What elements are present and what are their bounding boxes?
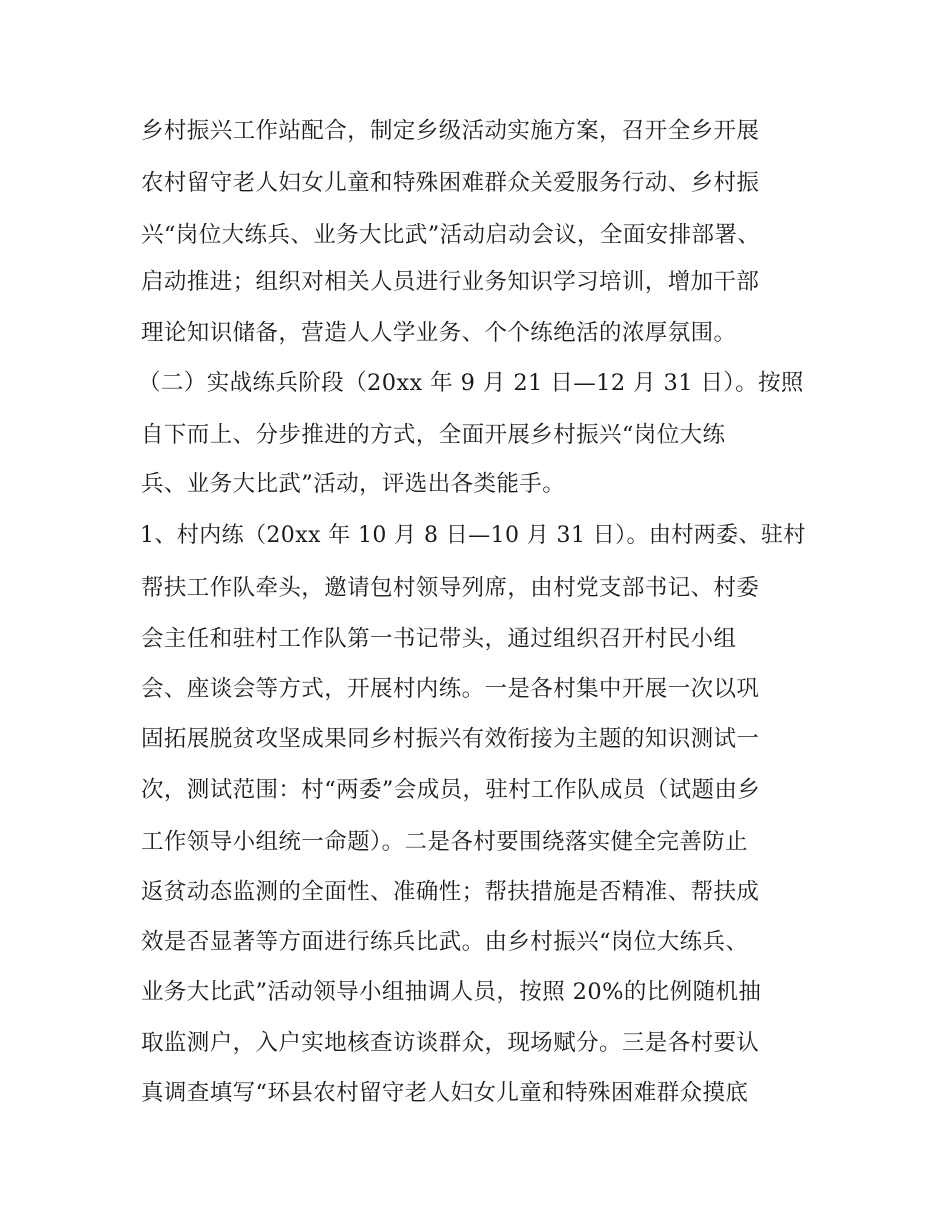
text-line: 固拓展脱贫攻坚成果同乡村振兴有效衔接为主题的知识测试一 xyxy=(141,726,760,752)
text-line: 理论知识储备，营造人人学业务、个个练绝活的浓厚氛围。 xyxy=(141,320,737,346)
subsection-heading: 1、村内练（20xx 年 10 月 8 日—10 月 31 日）。由村两委、驻村 xyxy=(140,523,806,548)
text-line: 真调查填写“环县农村留守老人妇女儿童和特殊困难群众摸底 xyxy=(141,1080,749,1106)
text-line: 次，测试范围：村“两委”会成员，驻村工作队成员（试题由乡 xyxy=(141,777,761,803)
text-line: 启动推进；组织对相关人员进行业务知识学习培训，增加干部 xyxy=(141,269,760,295)
text-line: 会、座谈会等方式，开展村内练。一是各村集中开展一次以巩 xyxy=(141,676,760,702)
text-line: 取监测户，入户实地核查访谈群众，现场赋分。三是各村要认 xyxy=(141,1030,760,1056)
text-line: 乡村振兴工作站配合，制定乡级活动实施方案，召开全乡开展 xyxy=(141,118,760,144)
text-line: 效是否显著等方面进行练兵比武。由乡村振兴“岗位大练兵、 xyxy=(141,929,749,955)
text-line: 农村留守老人妇女儿童和特殊困难群众关爱服务行动、乡村振 xyxy=(141,170,760,196)
text-line: 会主任和驻村工作队第一书记带头，通过组织召开村民小组 xyxy=(141,626,737,652)
text-line: 工作领导小组统一命题）。二是各村要围绕落实健全完善防止 xyxy=(141,829,749,855)
text-line: 自下而上、分步推进的方式，全面开展乡村振兴“岗位大练 xyxy=(141,422,726,448)
text-line: 业务大比武”活动领导小组抽调人员，按照 20%的比例随机抽 xyxy=(141,979,762,1005)
text-line: 兴“岗位大练兵、业务大比武”活动启动会议，全面安排部署、 xyxy=(141,222,761,248)
text-line: 帮扶工作队牵头，邀请包村领导列席，由村党支部书记、村委 xyxy=(141,575,760,601)
text-line: 兵、业务大比武”活动，评选出各类能手。 xyxy=(141,471,566,497)
text-line: 返贫动态监测的全面性、准确性；帮扶措施是否精准、帮扶成 xyxy=(141,879,760,905)
section-heading: （二）实战练兵阶段（20xx 年 9 月 21 日—12 月 31 日）。按照 xyxy=(138,370,804,396)
